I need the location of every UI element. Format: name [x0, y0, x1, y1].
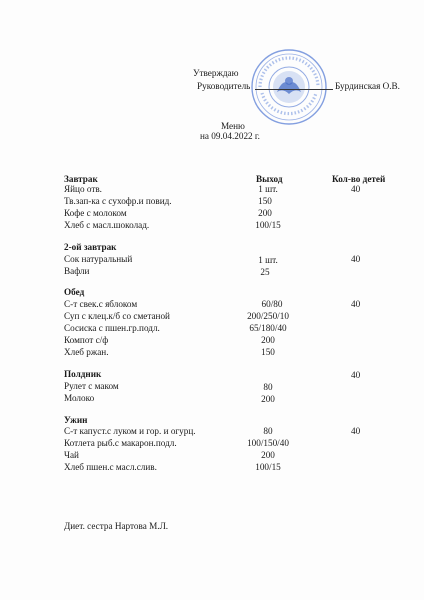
list-item-portion: 80 [263, 426, 273, 436]
column-header-meal: Завтрак [64, 174, 98, 184]
section-title: Ужин [64, 415, 88, 425]
official-seal-icon [250, 48, 328, 126]
section-children-count: 40 [351, 370, 361, 380]
list-item-portion: 100/150/40 [247, 438, 289, 448]
list-item-portion: 65/180/40 [249, 323, 287, 333]
list-item-portion: 200 [261, 394, 275, 404]
section-title: Обед [64, 287, 85, 297]
list-item-name: Хлеб ржан. [64, 347, 109, 357]
section-title: Полдник [64, 369, 102, 379]
list-item-portion: 200 [261, 450, 275, 460]
menu-title: Меню [221, 121, 245, 131]
menu-date: на 09.04.2022 г. [200, 131, 260, 141]
section-children-count: 40 [351, 426, 361, 436]
list-item-portion: 100/15 [255, 462, 281, 472]
list-item-portion: 150 [258, 196, 272, 206]
list-item-name: Яйцо отв. [64, 184, 102, 194]
list-item-name: Котлета рыб.с макарон.подл. [64, 438, 177, 448]
list-item-portion: 200 [261, 335, 275, 345]
list-item-name: Хлеб пшен.с масл.слив. [64, 462, 157, 472]
head-label: Руководитель [197, 81, 251, 91]
section-title: 2-ой завтрак [64, 242, 117, 252]
head-name: Бурдинская О.В. [335, 81, 400, 91]
column-header-portion: Выход [256, 174, 283, 184]
approve-label: Утверждаю [193, 68, 239, 78]
list-item-portion: 150 [261, 347, 275, 357]
list-item-name: Кофе с молоком [64, 208, 127, 218]
list-item-portion: 100/15 [255, 220, 281, 230]
list-item-portion: 1 шт. [258, 255, 278, 265]
signature-underline [255, 89, 333, 90]
list-item-name: С-т капуст.с луком и гор. и огурц. [64, 426, 196, 436]
list-item-portion: 60/80 [261, 299, 283, 309]
section-children-count: 40 [351, 254, 361, 264]
list-item-name: Хлеб с масл.шоколад. [64, 220, 150, 230]
section-children-count: 40 [351, 184, 361, 194]
list-item-name: Вафли [64, 266, 90, 276]
list-item-name: Сок натуральный [64, 254, 133, 264]
list-item-portion: 1 шт. [258, 184, 278, 194]
list-item-name: Рулет с маком [64, 381, 119, 391]
list-item-name: С-т свек.с яблоком [64, 299, 138, 309]
list-item-name: Компот с/ф [64, 335, 109, 345]
list-item-name: Суп с клец.к/б со сметаной [64, 311, 170, 321]
list-item-name: Чай [64, 450, 79, 460]
list-item-portion: 200/250/10 [247, 311, 289, 321]
dietitian-signature: Диет. сестра Нартова М.Л. [64, 521, 169, 531]
list-item-portion: 25 [260, 267, 270, 277]
list-item-name: Молоко [64, 393, 95, 403]
list-item-portion: 80 [263, 382, 273, 392]
list-item-name: Тв.зап-ка с сухофр.и повид. [64, 196, 172, 206]
list-item-name: Сосиска с пшен.гр.подл. [64, 323, 160, 333]
section-children-count: 40 [351, 299, 361, 309]
column-header-children: Кол-во детей [332, 174, 386, 184]
list-item-portion: 200 [258, 208, 272, 218]
